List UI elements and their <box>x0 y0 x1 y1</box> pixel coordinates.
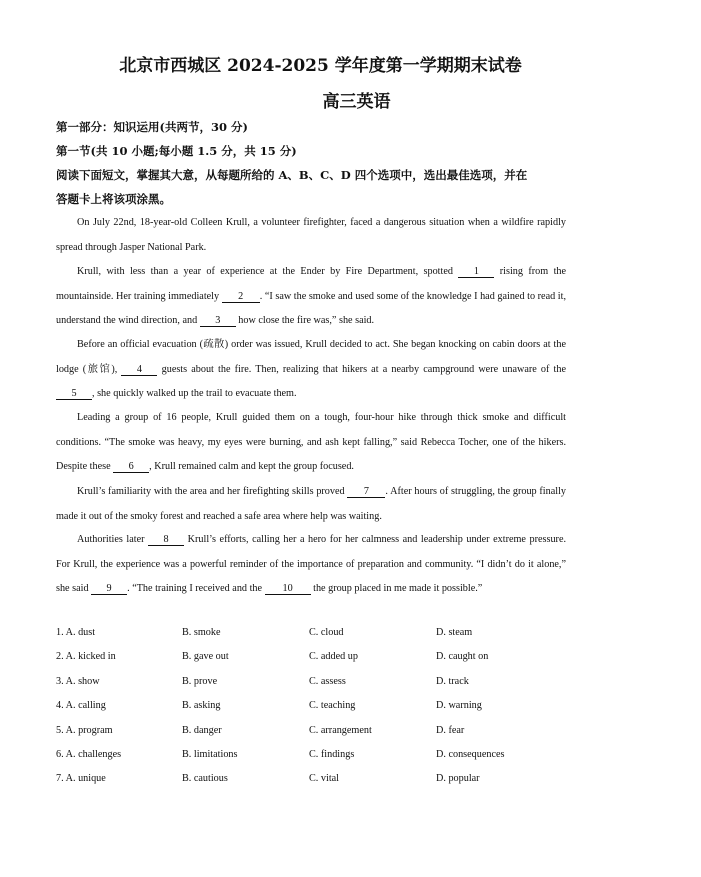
paragraph-text: , Krull remained calm and kept the group focused. <box>149 461 354 472</box>
option-d[interactable]: D. fear <box>436 724 465 736</box>
question-options-row <box>56 676 566 700</box>
question-options-row <box>56 700 566 724</box>
option-d[interactable]: D. caught on <box>436 651 489 663</box>
option-a[interactable]: 7. A. unique <box>56 773 106 785</box>
paragraph-text: guests about the fire. Then, realizing that hikers at a nearby campground were unaware of the <box>161 363 567 375</box>
paragraph-text: On July 22nd, 18-year-old Colleen Krull, a volunteer firefighter, faced a dangerous situation when a wildfire rapidly spread through Jasper National Park. <box>56 217 566 253</box>
question-options-row <box>56 749 566 773</box>
option-a[interactable]: 3. A. show <box>56 675 100 687</box>
blank-7[interactable]: 7 <box>347 486 385 498</box>
option-d[interactable]: D. popular <box>436 773 480 785</box>
instruction-line-1: 阅读下面短文，掌握其大意，从每题所给的 A、B、C、D 四个选项中，选出最佳选项，并在 <box>56 168 528 182</box>
option-a[interactable]: 5. A. program <box>56 724 113 736</box>
option-c[interactable]: C. cloud <box>309 627 344 638</box>
paragraph-text: , she quickly walked up the trail to evacuate them. <box>92 388 297 399</box>
option-a[interactable]: 2. A. kicked in <box>56 651 116 663</box>
paragraph-text: Krull, with less than a year of experience at the Ender by Fire Department, spotted <box>77 266 453 277</box>
paragraph-text: . After hours of struggling, the group finally made it out of the smoky forest and reached a safe area where help was waiting. <box>56 486 566 522</box>
paragraph-text: rising from the mountainside. Her training immediately <box>56 266 567 302</box>
option-b[interactable]: B. smoke <box>182 627 221 638</box>
answer-options <box>56 627 566 798</box>
blank-4[interactable]: 4 <box>121 364 157 376</box>
paragraph-text: how close the fire was,” she said. <box>238 315 375 326</box>
option-c[interactable]: C. added up <box>309 651 358 663</box>
blank-5[interactable]: 5 <box>56 388 92 400</box>
exam-title: 北京市西城区 2024-2025 学年度第一学期期末试卷 <box>119 56 522 76</box>
blank-9[interactable]: 9 <box>91 583 127 595</box>
option-c[interactable]: C. teaching <box>309 700 356 712</box>
blank-2[interactable]: 2 <box>222 291 260 303</box>
passage-paragraph-4 <box>56 406 566 480</box>
option-d[interactable]: D. track <box>436 675 469 687</box>
blank-6[interactable]: 6 <box>113 461 149 473</box>
option-b[interactable]: B. gave out <box>182 651 229 663</box>
blank-10[interactable]: 10 <box>265 583 311 595</box>
passage-paragraph-2 <box>56 260 566 334</box>
passage-paragraph-3 <box>56 333 566 407</box>
paragraph-text: the group placed in me made it possible.” <box>313 583 483 594</box>
option-b[interactable]: B. prove <box>182 675 218 687</box>
option-a[interactable]: 1. A. dust <box>56 627 96 638</box>
option-c[interactable]: C. vital <box>309 773 339 785</box>
option-d[interactable]: D. consequences <box>436 748 505 760</box>
paragraph-text: Krull’s familiarity with the area and her firefighting skills proved <box>77 486 345 497</box>
passage-paragraph-1 <box>56 211 566 260</box>
option-b[interactable]: B. danger <box>182 724 222 736</box>
option-a[interactable]: 6. A. challenges <box>56 748 122 760</box>
paragraph-text: Before an official evacuation (疏散) order was issued, Krull decided to act. She began knocking on cabin doors at the lodge (旅馆), <box>56 339 566 375</box>
passage-paragraph-5 <box>56 480 566 529</box>
blank-1[interactable]: 1 <box>458 266 494 278</box>
option-c[interactable]: C. findings <box>309 748 355 760</box>
paragraph-text: Krull’s efforts, calling her a hero for her calmness and leadership under extreme pressure. For Krull, the experience was a powerful reminder of the importance of preparation and community. “I didn’t do it alone,” she said <box>56 534 567 594</box>
option-c[interactable]: C. assess <box>309 675 346 687</box>
instruction-line-2: 答题卡上将该项涂黑。 <box>56 192 171 206</box>
option-c[interactable]: C. arrangement <box>309 724 372 736</box>
paragraph-text: Authorities later <box>77 534 145 545</box>
exam-subtitle: 高三英语 <box>322 92 391 112</box>
question-options-row <box>56 651 566 675</box>
option-a[interactable]: 4. A. calling <box>56 700 106 712</box>
question-options-row <box>56 773 566 797</box>
section-heading: 第一节(共 10 小题;每小题 1.5 分，共 15 分) <box>56 144 297 158</box>
part-heading: 第一部分：知识运用(共两节，30 分) <box>56 120 248 134</box>
option-b[interactable]: B. limitations <box>182 748 238 760</box>
question-options-row <box>56 725 566 749</box>
blank-3[interactable]: 3 <box>200 315 236 327</box>
passage-paragraph-6 <box>56 528 566 602</box>
paragraph-text: Leading a group of 16 people, Krull guided them on a tough, four-hour hike through thick smoke and difficult conditions. “The smoke was heavy, my eyes were burning, and ash kept falling,” said Rebecca Tocher, one of the hikers. Despite these <box>56 412 566 472</box>
option-b[interactable]: B. cautious <box>182 773 228 785</box>
paragraph-text: . “I saw the smoke and used some of the knowledge I had gained to read it, understand the wind direction, and <box>56 290 566 326</box>
option-d[interactable]: D. steam <box>436 627 473 638</box>
question-options-row <box>56 627 566 651</box>
paragraph-text: . “The training I received and the <box>127 583 263 594</box>
option-b[interactable]: B. asking <box>182 700 221 712</box>
blank-8[interactable]: 8 <box>148 534 184 546</box>
option-d[interactable]: D. warning <box>436 700 482 712</box>
